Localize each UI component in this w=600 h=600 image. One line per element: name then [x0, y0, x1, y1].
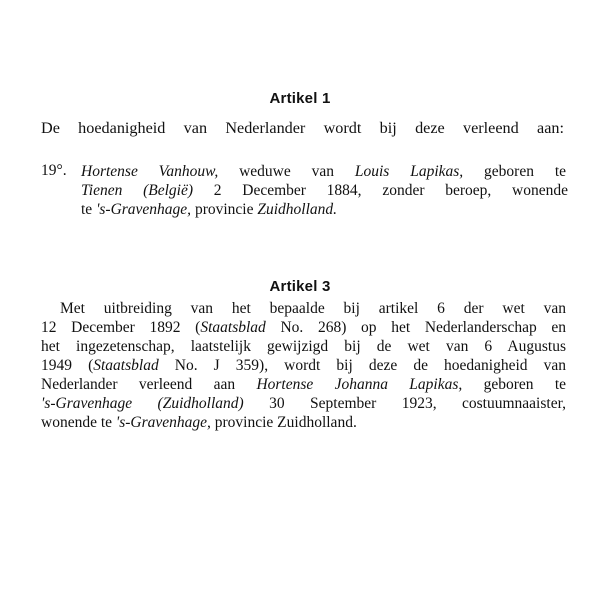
residence: 's-Gravenhage, [115, 414, 211, 431]
article-1-item-line-1 [81, 162, 566, 181]
spouse-name: Louis Lapikas, [354, 163, 464, 180]
article-3-line-3: het ingezetenschap, laatstelijk gewijzigd bij de wet van 6 Augustus [41, 338, 566, 355]
text-span: 12 December 1892 ( [41, 319, 201, 336]
text-span: wonende te [41, 414, 116, 431]
article-3-line-7 [41, 413, 357, 432]
text-span: te [81, 201, 97, 218]
publication-name: Staatsblad [93, 357, 159, 374]
article-1-heading: Artikel 1 [269, 90, 331, 107]
publication-name: Staatsblad [200, 319, 266, 336]
text-span: 30 September 1923, costuumnaaister, [243, 395, 566, 412]
birthplace: Tienen (België) [81, 182, 193, 199]
text-span: provincie Zuidholland. [210, 414, 357, 431]
text-span: No. J 359), wordt bij deze de hoedanigheid van [158, 357, 566, 374]
article-3-line-4 [41, 356, 566, 375]
article-1-intro: De hoedanigheid van Nederlander wordt bij deze verleend aan: [41, 119, 564, 137]
text-span: geboren te [463, 163, 567, 180]
birthplace: 's-Gravenhage (Zuidholland) [41, 395, 244, 412]
text-span: 2 December 1884, zonder beroep, wonende [193, 182, 568, 199]
article-1-item-number: 19°. [41, 162, 67, 179]
text-span: provincie [191, 201, 258, 218]
article-1-item-line-3 [81, 200, 337, 219]
article-3-line-6 [41, 394, 566, 413]
article-1-item-line-2 [81, 181, 568, 200]
residence: 's-Gravenhage, [96, 201, 192, 218]
article-3-line-5 [41, 375, 566, 394]
province: Zuidholland. [257, 201, 338, 218]
text-span: geboren te [462, 376, 566, 393]
person-name: Hortense Vanhouw, [81, 163, 219, 180]
article-3-line-1: Met uitbreiding van het bepaalde bij artikel 6 der wet van [60, 300, 566, 317]
text-span: weduwe van [218, 163, 355, 180]
person-name: Hortense Johanna Lapikas, [256, 376, 463, 393]
text-span: 1949 ( [41, 357, 94, 374]
article-3-heading: Artikel 3 [269, 278, 331, 295]
article-3-line-2 [41, 318, 566, 337]
text-span: Nederlander verleend aan [41, 376, 257, 393]
text-span: No. 268) op het Nederlanderschap en [265, 319, 567, 336]
